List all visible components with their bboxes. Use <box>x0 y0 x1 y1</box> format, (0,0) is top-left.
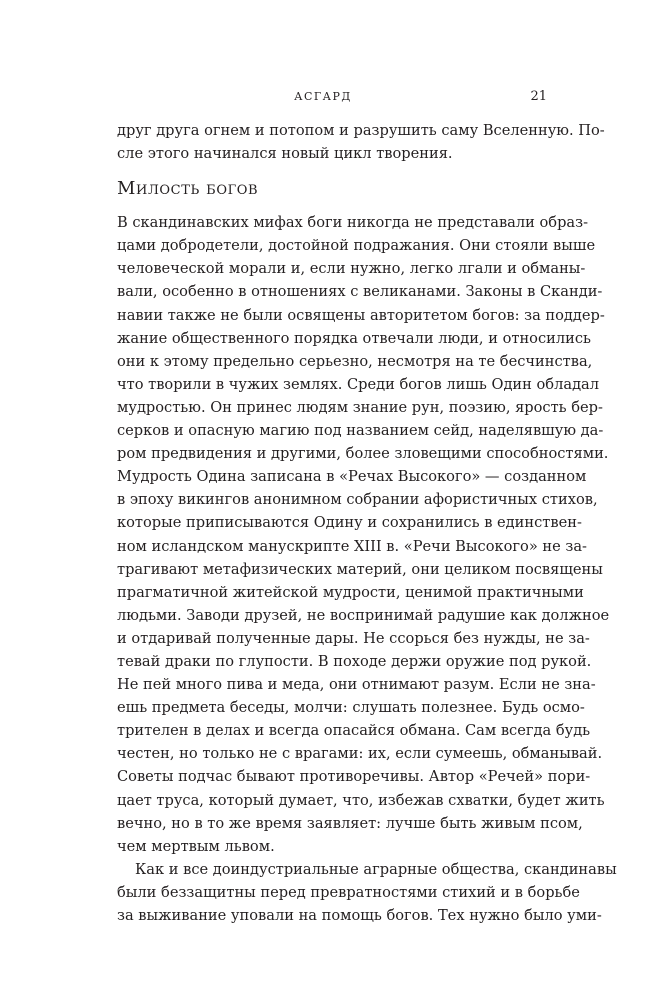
text-line: ном исландском манускрипте XIII в. «Речи Высокого» не за- <box>117 537 587 555</box>
text-line: прагматичной житейской мудрости, ценимой практичными <box>117 583 584 601</box>
text-line: жание общественного порядка отвечали люди, и относились <box>117 329 591 347</box>
text-line: в эпоху викингов анонимном собрании афористичных стихов, <box>117 491 598 509</box>
text-line: серков и опасную магию под названием сейд, наделявшую да- <box>117 422 604 440</box>
paragraph-2 <box>117 858 617 927</box>
running-title: АСГАРД <box>294 90 352 103</box>
intro-paragraph <box>117 119 605 165</box>
text-line: друг друга огнем и потопом и разрушить саму Вселенную. По- <box>117 122 605 139</box>
text-line: честен, но только не с врагами: их, если сумеешь, обманывай. <box>117 745 603 763</box>
text-line: тевай драки по глупости. В походе держи оружие под рукой. <box>117 652 592 670</box>
text-line: людьми. Заводи друзей, не воспринимай радушие как должное <box>117 606 610 624</box>
text-line: вечно, но в то же время заявляет: лучше быть живым псом, <box>117 814 583 832</box>
text-line: были беззащитны перед превратностями стихий и в борьбе <box>117 883 580 901</box>
text-line: ешь предмета беседы, молчи: слушать полезнее. Будь осмо- <box>117 699 585 717</box>
text-line: ром предвидения и другими, более зловещими способностями. <box>117 445 609 463</box>
text-line: цами добродетели, достойной подражания. Они стояли выше <box>117 237 596 255</box>
running-header <box>0 87 664 107</box>
text-line: и отдаривай полученные дары. Не ссорься без нужды, не за- <box>117 629 590 647</box>
text-line: мудростью. Он принес людям знание рун, поэзию, ярость бер- <box>117 398 603 416</box>
text-line: Не пей много пива и меда, они отнимают разум. Если не зна- <box>117 676 596 694</box>
section-heading: Милость богов <box>117 178 259 200</box>
body-text <box>117 119 617 927</box>
text-line: чем мертвым львом. <box>117 837 275 855</box>
text-line: что творили в чужих землях. Среди богов лишь Один обладал <box>117 375 600 393</box>
text-line: которые приписываются Одину и сохранились в единствен- <box>117 514 582 532</box>
text-line: сле этого начинался новый цикл творения. <box>117 145 453 163</box>
text-line: человеческой морали и, если нужно, легко лгали и обманы- <box>117 260 586 278</box>
text-line: цает труса, который думает, что, избежав схватки, будет жить <box>117 791 605 809</box>
text-line: В скандинавских мифах боги никогда не представали образ- <box>117 214 589 232</box>
text-line: Как и все доиндустриальные аграрные общества, скандинавы <box>135 860 617 878</box>
text-line: Мудрость Одина записана в «Речах Высокого» — созданном <box>117 468 587 486</box>
text-line: они к этому предельно серьезно, несмотря на те бесчинства, <box>117 352 593 370</box>
text-line: за выживание уповали на помощь богов. Тех нужно было уми- <box>117 907 602 924</box>
text-line: навии также не были освящены авторитетом богов: за поддер- <box>117 306 605 324</box>
page-number: 21 <box>530 89 547 104</box>
text-line: трителен в делах и всегда опасайся обмана. Сам всегда будь <box>117 722 591 740</box>
text-line: вали, особенно в отношениях с великанами. Законы в Сканди- <box>117 283 603 301</box>
text-line: трагивают метафизических материй, они целиком посвящены <box>117 560 603 578</box>
paragraph-1 <box>117 211 610 858</box>
text-line: Советы подчас бывают противоречивы. Автор «Речей» пори- <box>117 768 591 786</box>
